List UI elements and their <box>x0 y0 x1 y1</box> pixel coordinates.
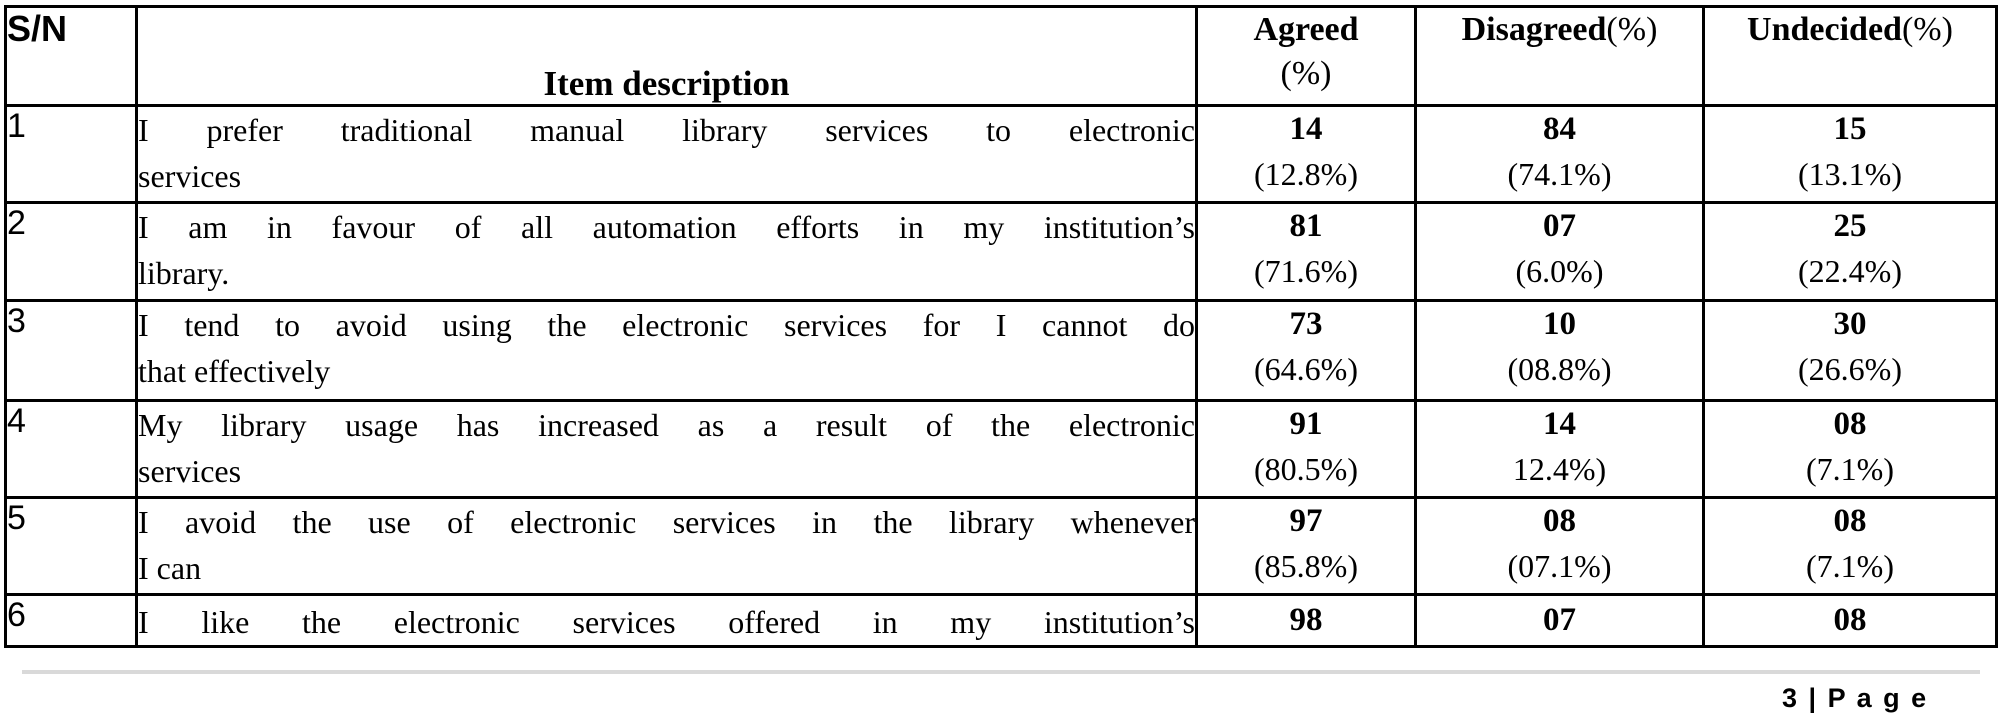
agreed-count: 73 <box>1289 306 1323 342</box>
undecided-count: 08 <box>1833 503 1867 539</box>
agreed-percent: (71.6%) <box>1254 253 1358 289</box>
agreed-percent: (64.6%) <box>1254 351 1358 387</box>
undecided-count: 08 <box>1833 602 1867 638</box>
agreed-cell <box>1197 106 1416 203</box>
footer-divider-line <box>22 670 1980 674</box>
item-text-line2: I can <box>138 550 202 586</box>
header-undecided <box>1704 7 1997 106</box>
disagreed-percent: (74.1%) <box>1507 156 1612 192</box>
header-disagreed-label: Disagreed <box>1461 11 1607 48</box>
agreed-cell <box>1197 595 1416 647</box>
disagreed-count: 07 <box>1543 602 1576 638</box>
undecided-cell <box>1704 301 1997 401</box>
header-agreed <box>1197 7 1416 106</box>
page-number-footer: 3 | P a g e <box>1782 683 1929 713</box>
table-row-2 <box>6 203 1997 301</box>
agreed-count: 81 <box>1289 208 1323 244</box>
undecided-cell <box>1704 401 1997 498</box>
undecided-cell <box>1704 106 1997 203</box>
agreed-count: 98 <box>1289 602 1323 638</box>
disagreed-percent: (07.1%) <box>1507 548 1612 584</box>
item-description-cell <box>137 106 1197 203</box>
disagreed-cell <box>1416 595 1704 647</box>
survey-results-table <box>4 5 1998 648</box>
table-row-6 <box>6 595 1997 647</box>
item-text-line1: I prefer traditional manual library services to electronic <box>138 112 1195 148</box>
table-row-3 <box>6 301 1997 401</box>
item-description-cell <box>137 498 1197 595</box>
agreed-count: 91 <box>1289 406 1323 442</box>
sn-cell: 5 <box>6 498 137 595</box>
item-text-line1: I tend to avoid using the electronic services for I cannot do <box>138 307 1195 343</box>
disagreed-count: 84 <box>1543 111 1576 147</box>
sn-cell: 1 <box>6 106 137 203</box>
undecided-cell <box>1704 203 1997 301</box>
agreed-cell <box>1197 203 1416 301</box>
table-header-row <box>6 7 1997 106</box>
undecided-count: 25 <box>1833 208 1867 244</box>
agreed-percent: (12.8%) <box>1254 156 1358 192</box>
undecided-percent: (13.1%) <box>1798 156 1902 192</box>
table-row-1 <box>6 106 1997 203</box>
undecided-cell <box>1704 498 1997 595</box>
sn-cell: 4 <box>6 401 137 498</box>
disagreed-percent: (6.0%) <box>1515 253 1604 289</box>
header-undecided-percent-mark: (%) <box>1901 11 1953 48</box>
agreed-cell <box>1197 301 1416 401</box>
header-undecided-label: Undecided <box>1747 11 1902 48</box>
disagreed-cell <box>1416 401 1704 498</box>
item-description-cell <box>137 301 1197 401</box>
header-item-description: Item description <box>137 7 1197 106</box>
undecided-percent: (7.1%) <box>1806 451 1894 487</box>
agreed-cell <box>1197 498 1416 595</box>
item-text-line2: services <box>138 158 242 194</box>
item-text-line1: I like the electronic services offered in my institution’s <box>138 604 1195 640</box>
item-text-line1: I am in favour of all automation efforts in my institution’s <box>138 209 1195 245</box>
agreed-count: 14 <box>1289 111 1323 147</box>
agreed-percent: (80.5%) <box>1254 451 1358 487</box>
sn-cell: 2 <box>6 203 137 301</box>
sn-cell: 3 <box>6 301 137 401</box>
header-disagreed <box>1416 7 1704 106</box>
header-agreed-label: Agreed <box>1253 11 1359 48</box>
disagreed-count: 08 <box>1543 503 1576 539</box>
item-text-line2: services <box>138 453 242 489</box>
item-text-line2: that effectively <box>138 353 331 389</box>
disagreed-count: 10 <box>1543 306 1576 342</box>
item-description-cell <box>137 203 1197 301</box>
item-text-line1: I avoid the use of electronic services in the library whenever <box>138 504 1195 540</box>
disagreed-percent: 12.4%) <box>1512 451 1607 487</box>
header-sn: S/N <box>6 7 137 106</box>
undecided-percent: (22.4%) <box>1798 253 1902 289</box>
undecided-percent: (26.6%) <box>1798 351 1902 387</box>
undecided-count: 30 <box>1833 306 1867 342</box>
agreed-cell <box>1197 401 1416 498</box>
item-text-line1: My library usage has increased as a result of the electronic <box>138 407 1195 443</box>
disagreed-cell <box>1416 498 1704 595</box>
undecided-count: 08 <box>1833 406 1867 442</box>
agreed-percent: (85.8%) <box>1254 548 1358 584</box>
undecided-percent: (7.1%) <box>1806 548 1894 584</box>
disagreed-cell <box>1416 203 1704 301</box>
disagreed-count: 07 <box>1543 208 1576 244</box>
item-description-cell <box>137 401 1197 498</box>
undecided-cell <box>1704 595 1997 647</box>
header-agreed-percent-mark: (%) <box>1280 55 1332 92</box>
table-row-5 <box>6 498 1997 595</box>
sn-cell: 6 <box>6 595 137 647</box>
item-description-cell <box>137 595 1197 647</box>
disagreed-cell <box>1416 106 1704 203</box>
agreed-count: 97 <box>1289 503 1323 539</box>
header-disagreed-percent-mark: (%) <box>1606 11 1658 48</box>
item-text-line2: library. <box>138 255 230 291</box>
disagreed-count: 14 <box>1543 406 1576 442</box>
table-row-4 <box>6 401 1997 498</box>
disagreed-cell <box>1416 301 1704 401</box>
disagreed-percent: (08.8%) <box>1507 351 1612 387</box>
undecided-count: 15 <box>1833 111 1867 147</box>
